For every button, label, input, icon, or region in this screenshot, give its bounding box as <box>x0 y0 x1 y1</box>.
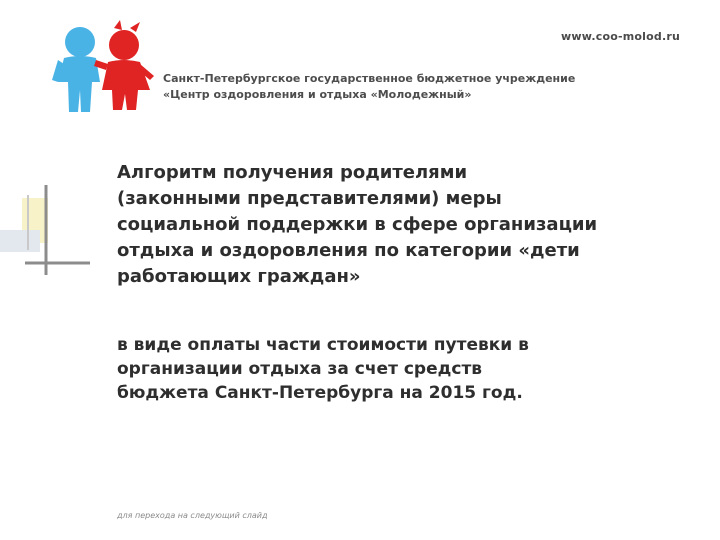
subtitle-line: организации отдыха за счет средств <box>117 359 483 379</box>
slide-subtitle <box>117 333 677 405</box>
org-line-1: Санкт-Петербургское государственное бюджетное учреждение <box>163 72 576 85</box>
org-line-2: «Центр оздоровления и отдыха «Молодежный» <box>163 88 472 101</box>
cross-lines-decoration-icon <box>0 180 90 280</box>
subtitle-line: бюджета Санкт-Петербурга на 2015 год. <box>117 383 523 403</box>
subtitle-line: в виде оплаты части стоимости путевки в <box>117 335 529 355</box>
next-slide-link[interactable]: для перехода на следующий слайд <box>117 511 268 520</box>
organization-name <box>163 71 575 103</box>
slide-title <box>117 160 677 290</box>
title-line: социальной поддержки в сфере организации <box>117 214 598 235</box>
title-line: работающих граждан» <box>117 266 361 287</box>
children-logo-icon <box>50 20 160 115</box>
title-line: отдыха и оздоровления по категории «дети <box>117 240 580 261</box>
site-url[interactable]: www.coo-molod.ru <box>560 30 680 43</box>
title-line: Алгоритм получения родителями <box>117 162 468 183</box>
title-line: (законными представителями) меры <box>117 188 502 209</box>
